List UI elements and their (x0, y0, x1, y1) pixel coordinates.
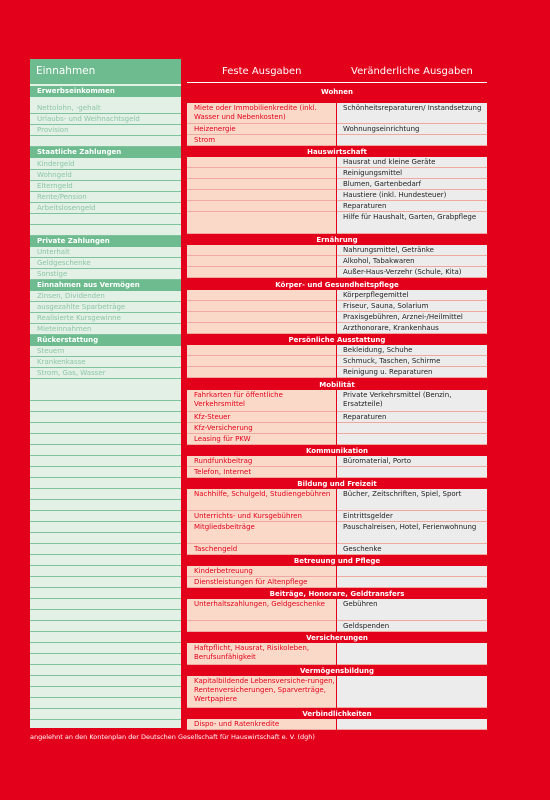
income-item (30, 225, 181, 236)
income-empty-row (30, 577, 181, 588)
income-item: Nettolohn, -gehalt (30, 103, 181, 114)
fixed-expense-cell (187, 179, 336, 190)
income-empty-row (30, 698, 181, 709)
income-empty-row (30, 709, 181, 720)
income-section-title: Einnahmen aus Vermögen (30, 280, 181, 292)
variable-expense-cell (337, 566, 487, 577)
variable-expense-cell (337, 577, 487, 588)
variable-expense-cell: Reinigung u. Reparaturen (337, 367, 487, 378)
income-empty-row (30, 621, 181, 632)
variable-expense-cell: Bücher, Zeitschriften, Spiel, Sport (337, 489, 487, 511)
income-item: Sonstige (30, 269, 181, 280)
expense-section-title: Persönliche Ausstattung (288, 336, 386, 344)
fixed-expense-cell: Unterhaltszahlungen, Geldgeschenke (187, 599, 336, 621)
income-section-title: Rückerstattung (30, 335, 181, 347)
expense-section-title: Beiträge, Honorare, Geldtransfers (269, 590, 405, 598)
variable-expense-cell (337, 135, 487, 146)
income-empty-row (30, 599, 181, 610)
fixed-expense-cell (187, 290, 336, 301)
fixed-expense-cell (187, 190, 336, 201)
income-empty-row (30, 555, 181, 566)
fixed-expense-cell (187, 621, 336, 632)
variable-expense-cell: Haustiere (inkl. Hundesteuer) (337, 190, 487, 201)
variable-expense-cell: Schmuck, Taschen, Schirme (337, 356, 487, 367)
income-empty-row (30, 544, 181, 555)
income-empty-row (30, 401, 181, 412)
variable-expense-cell (337, 719, 487, 730)
variable-expense-cell: Hilfe für Haushalt, Garten, Grabpflege (337, 212, 487, 234)
fixed-expense-cell: Kapitalbildende Lebensversiche-rungen, Rentenversicherungen, Sparverträge, Wertpapiere (187, 676, 336, 708)
income-section-title: Private Zahlungen (30, 236, 181, 248)
variable-expense-cell (337, 423, 487, 434)
income-empty-row (30, 467, 181, 478)
expense-section-title: Wohnen (321, 88, 353, 96)
fixed-expense-cell: Dienstleistungen für Altenpflege (187, 577, 336, 588)
fixed-expense-cell: Strom (187, 135, 336, 146)
expense-section-title: Verbindlichkeiten (302, 710, 372, 718)
fixed-expense-cell: Kinderbetreuung (187, 566, 336, 577)
variable-expense-cell: Friseur, Sauna, Solarium (337, 301, 487, 312)
fixed-expense-cell: Fahrkarten für öffentliche Verkehrsmittel (187, 390, 336, 412)
fixed-expense-cell: Dispo- und Ratenkredite (187, 719, 336, 730)
variable-expense-cell (337, 643, 487, 665)
fixed-expense-cell (187, 212, 336, 234)
variable-expense-cell: Büromaterial, Porto (337, 456, 487, 467)
variable-expense-cell: Geschenke (337, 544, 487, 555)
variable-expenses-header: Veränderliche Ausgaben (351, 66, 473, 77)
fixed-expense-cell (187, 256, 336, 267)
fixed-expense-cell (187, 201, 336, 212)
income-item: Krankenkasse (30, 357, 181, 368)
income-item: Elterngeld (30, 181, 181, 192)
expense-section-title: Kommunikation (306, 447, 368, 455)
fixed-expense-cell: Rundfunkbeitrag (187, 456, 336, 467)
income-empty-row (30, 489, 181, 500)
expense-section-title: Körper- und Gesundheitspflege (275, 281, 399, 289)
income-item: Mieteinnahmen (30, 324, 181, 335)
variable-expense-cell: Blumen, Gartenbedarf (337, 179, 487, 190)
fixed-expense-cell: Kfz-Steuer (187, 412, 336, 423)
income-item: ausgezahlte Sparbeträge (30, 302, 181, 313)
fixed-expense-cell: Taschengeld (187, 544, 336, 555)
expense-section-title: Vermögensbildung (299, 667, 375, 675)
fixed-expense-cell (187, 267, 336, 278)
income-item: Realisierte Kursgewinne (30, 313, 181, 324)
fixed-expense-cell (187, 301, 336, 312)
income-empty-row (30, 687, 181, 698)
income-empty-row (30, 390, 181, 401)
income-empty-row (30, 643, 181, 654)
fixed-expense-cell: Kfz-Versicherung (187, 423, 336, 434)
income-empty-row (30, 676, 181, 687)
income-item: Geldgeschenke (30, 258, 181, 269)
fixed-expense-cell (187, 323, 336, 334)
expense-section-title: Bildung und Freizeit (297, 480, 377, 488)
income-item: Unterhalt (30, 247, 181, 258)
variable-expense-cell: Hausrat und kleine Geräte (337, 157, 487, 168)
variable-expense-cell: Arzthonorare, Krankenhaus (337, 323, 487, 334)
fixed-expense-cell: Telefon, Internet (187, 467, 336, 478)
fixed-expense-cell (187, 367, 336, 378)
income-empty-row (30, 423, 181, 434)
expense-section-title: Mobilität (319, 381, 355, 389)
fixed-expense-cell (187, 245, 336, 256)
expense-section-title: Ernährung (316, 236, 358, 244)
income-empty-row (30, 566, 181, 577)
income-item: Zinsen, Dividenden (30, 291, 181, 302)
variable-expense-cell: Pauschalreisen, Hotel, Ferienwohnung (337, 522, 487, 544)
income-item: Urlaubs- und Weihnachtsgeld (30, 114, 181, 125)
income-item: Arbeitslosengeld (30, 203, 181, 214)
variable-expense-cell: Geldspenden (337, 621, 487, 632)
variable-expense-cell: Reinigungsmittel (337, 168, 487, 179)
income-item: Rente/Pension (30, 192, 181, 203)
expense-section-title: Hauswirtschaft (307, 148, 367, 156)
fixed-expense-cell: Nachhilfe, Schulgeld, Studiengebühren (187, 489, 336, 511)
fixed-expense-cell (187, 312, 336, 323)
income-section-title: Erwerbseinkommen (30, 86, 181, 98)
income-empty-row (30, 500, 181, 511)
fixed-expense-cell: Leasing für PKW (187, 434, 336, 445)
income-empty-row (30, 456, 181, 467)
variable-expense-cell (337, 434, 487, 445)
variable-expense-cell (337, 467, 487, 478)
fixed-expense-cell: Miete oder Immobilienkredite (inkl. Wasser und Nebenkosten) (187, 103, 336, 124)
fixed-expense-cell (187, 345, 336, 356)
income-empty-row (30, 610, 181, 621)
variable-expense-cell: Praxisgebühren, Arznei-/Heilmittel (337, 312, 487, 323)
fixed-expense-cell (187, 157, 336, 168)
income-empty-row (30, 665, 181, 676)
fixed-expense-cell: Heizenergie (187, 124, 336, 135)
income-item: Steuern (30, 346, 181, 357)
variable-expense-cell: Schönheitsreparaturen/ Instandsetzung (337, 103, 487, 124)
income-empty-row (30, 511, 181, 522)
income-item: Strom, Gas, Wasser (30, 368, 181, 379)
income-empty-row (30, 434, 181, 445)
variable-expense-cell (337, 676, 487, 708)
variable-expense-cell: Körperpflegemittel (337, 290, 487, 301)
fixed-expense-cell (187, 168, 336, 179)
expense-section-title: Betreuung und Pflege (293, 557, 381, 565)
variable-expense-cell: Alkohol, Tabakwaren (337, 256, 487, 267)
variable-expense-cell: Bekleidung, Schuhe (337, 345, 487, 356)
income-empty-row (30, 588, 181, 599)
income-item: Provision (30, 125, 181, 136)
fixed-expense-cell: Haftpflicht, Hausrat, Risikoleben, Berufsunfähigkeit (187, 643, 336, 665)
header-divider (187, 82, 487, 83)
income-empty-row (30, 533, 181, 544)
fixed-expense-cell: Unterrichts- und Kursgebühren (187, 511, 336, 522)
source-note: angelehnt an den Kontenplan der Deutschen Gesellschaft für Hauswirtschaft e. V. (dgh) (30, 733, 315, 741)
income-item: Wohngeld (30, 170, 181, 181)
fixed-expenses-header: Feste Ausgaben (222, 66, 302, 77)
income-empty-row (30, 445, 181, 456)
income-item (30, 136, 181, 147)
income-header: Einnahmen (30, 59, 181, 84)
variable-expense-cell: Nahrungsmittel, Getränke (337, 245, 487, 256)
variable-expense-cell: Reparaturen (337, 201, 487, 212)
income-empty-row (30, 412, 181, 423)
variable-expense-cell: Wohnungseinrichtung (337, 124, 487, 135)
income-empty-row (30, 654, 181, 665)
variable-expense-cell: Eintrittsgelder (337, 511, 487, 522)
income-empty-row (30, 478, 181, 489)
income-empty-row (30, 632, 181, 643)
variable-expense-cell: Außer-Haus-Verzehr (Schule, Kita) (337, 267, 487, 278)
income-section-title: Staatliche Zahlungen (30, 147, 181, 159)
variable-expense-cell: Private Verkehrsmittel (Benzin, Ersatzteile) (337, 390, 487, 412)
variable-expense-cell: Reparaturen (337, 412, 487, 423)
variable-expense-cell: Gebühren (337, 599, 487, 621)
income-item: Kindergeld (30, 159, 181, 170)
fixed-expense-cell: Mitgliedsbeiträge (187, 522, 336, 544)
income-item (30, 214, 181, 225)
income-empty-row (30, 522, 181, 533)
expense-section-title: Versicherungen (306, 634, 368, 642)
fixed-expense-cell (187, 356, 336, 367)
